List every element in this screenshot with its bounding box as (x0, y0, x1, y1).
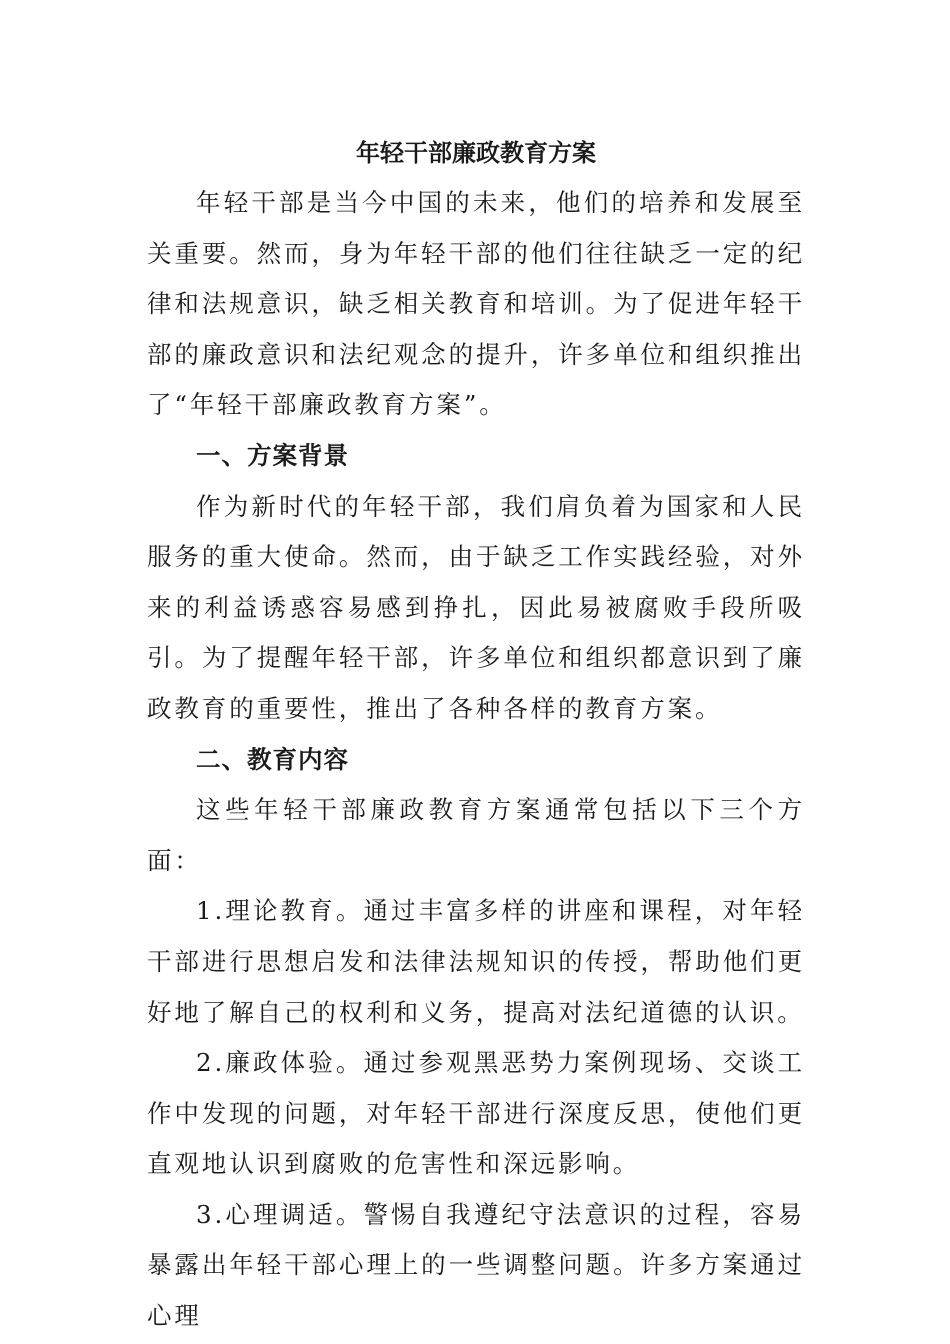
background-paragraph: 作为新时代的年轻干部，我们肩负着为国家和人民服务的重大使命。然而，由于缺乏工作实践经验，对外来的利益诱惑容易感到挣扎，因此易被腐败手段所吸引。为了提醒年轻干部，许多单位和组织都意识到了廉政教育的重要性，推出了各种各样的教育方案。 (147, 491, 805, 723)
document-body (147, 128, 805, 1342)
list-item-integrity-experience: 2.廉政体验。通过参观黑恶势力案例现场、交谈工作中发现的问题，对年轻干部进行深度反思，使他们更直观地认识到腐败的危害性和深远影响。 (147, 1048, 805, 1179)
intro-paragraph: 年轻干部是当今中国的未来，他们的培养和发展至关重要。然而，身为年轻干部的他们往往缺乏一定的纪律和法规意识，缺乏相关教育和培训。为了促进年轻干部的廉政意识和法纪观念的提升，许多单位和组织推出了“年轻干部廉政教育方案”。 (147, 188, 805, 420)
document-title: 年轻干部廉政教育方案 (356, 138, 596, 167)
content-lead-paragraph: 这些年轻干部廉政教育方案通常包括以下三个方面： (147, 795, 805, 875)
list-item-psychological-adjustment: 3.心理调适。警惕自我遵纪守法意识的过程，容易暴露出年轻干部心理上的一些调整问题。许多方案通过心理 (147, 1199, 805, 1331)
list-item-theory-education: 1.理论教育。通过丰富多样的讲座和课程，对年轻干部进行思想启发和法律法规知识的传授，帮助他们更好地了解自己的权利和义务，提高对法纪道德的认识。 (147, 896, 805, 1027)
section-heading-background: 一、方案背景 (196, 440, 349, 470)
section-heading-content: 二、教育内容 (196, 744, 349, 774)
